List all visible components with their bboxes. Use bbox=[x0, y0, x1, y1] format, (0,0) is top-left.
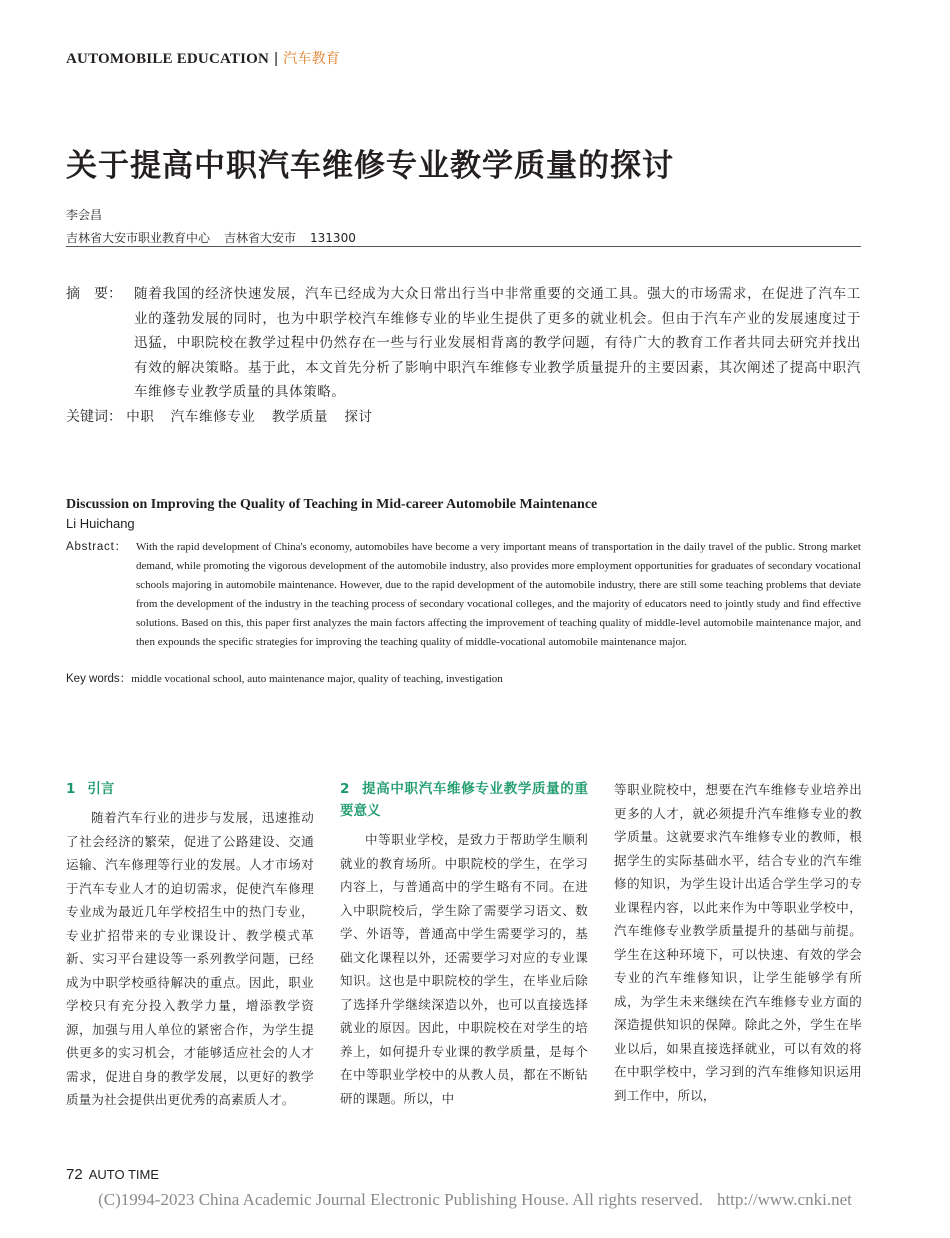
keywords-zh bbox=[66, 405, 385, 426]
abstract-zh-label: 摘 要： bbox=[66, 286, 122, 302]
copyright-notice bbox=[0, 1190, 950, 1210]
section-2-title: 提高中职汽车维修专业教学质量的重要意义 bbox=[340, 781, 588, 819]
keyword-zh: 教学质量 bbox=[271, 409, 329, 425]
copyright-url: http://www.cnki.net bbox=[716, 1190, 852, 1209]
keywords-en-label: Key words： bbox=[66, 673, 132, 685]
keyword-zh: 汽车维修专业 bbox=[170, 409, 256, 425]
article-title: 关于提高中职汽车维修专业教学质量的探讨 bbox=[66, 148, 674, 184]
header-divider bbox=[66, 246, 861, 247]
section-1-number: 1 bbox=[66, 781, 76, 797]
body-column-2 bbox=[340, 778, 588, 1110]
author-name-en: Li Huichang bbox=[66, 516, 135, 531]
body-column-3 bbox=[614, 778, 862, 1107]
section-1-paragraph: 随着汽车行业的进步与发展，迅速推动了社会经济的繁荣，促进了公路建设、交通运输、汽车修理等行业的发展。人才市场对于汽车专业人才的迫切需求，促使汽车修理专业成为最近几年学校招生中的热门专业，专业扩招带来的专业课设计、教学模式革新、实习平台建设等一系列教学问题，已经成为中职学校亟待解决的重点。因此，职业学校只有充分投入教学力量，增添教学资源，加强与用人单位的紧密合作，为学生提供更多的实习机会，才能够适应社会的人才需求，促进自身的教学发展，以更好的教学质量为社会提供出更优秀的高素质人才。 bbox=[66, 810, 314, 1107]
page-footer bbox=[66, 1166, 159, 1183]
article-title-en: Discussion on Improving the Quality of Teaching in Mid-career Automobile Maintenance bbox=[66, 497, 598, 512]
affiliation-postcode: 131300 bbox=[310, 231, 356, 245]
affiliation-place: 吉林省大安市 bbox=[224, 231, 297, 245]
keyword-zh: 探讨 bbox=[344, 409, 373, 425]
author-name: 李会昌 bbox=[66, 208, 103, 222]
header-section-en: AUTOMOBILE EDUCATION bbox=[66, 51, 270, 67]
abstract-en-label: Abstract： bbox=[66, 541, 127, 553]
keywords-en-text: middle vocational school, auto maintenance major, quality of teaching, investigation bbox=[131, 673, 503, 685]
copyright-text: (C)1994-2023 China Academic Journal Electronic Publishing House. All rights reserved. bbox=[98, 1190, 703, 1209]
section-1-title: 引言 bbox=[87, 781, 115, 797]
abstract-en bbox=[66, 538, 861, 652]
body-column-1 bbox=[66, 778, 314, 1112]
running-header bbox=[66, 48, 340, 68]
affiliation-org: 吉林省大安市职业教育中心 bbox=[66, 231, 211, 245]
section-1-heading bbox=[66, 778, 314, 800]
author-affiliation bbox=[66, 229, 370, 246]
keywords-zh-label: 关键词： bbox=[66, 409, 122, 425]
abstract-zh bbox=[66, 282, 861, 405]
magazine-name: AUTO TIME bbox=[88, 1167, 159, 1182]
section-2-paragraph-continued: 等职业院校中，想要在汽车维修专业培养出更多的人才，就必须提升汽车维修专业的教学质量。这就要求汽车维修专业的教师，根据学生的实际基础水平，结合专业的汽车维修的知识，为学生设计出适合学生学习的专业课程内容，以此来作为中等职业学校中，汽车维修专业教学质量提升的基础与前提。学生在这种环境下，可以快速、有效的学会专业的汽车维修知识，让学生能够学有所成，为学生未来继续在汽车维修专业方面的深造提供知识的保障。除此之外，学生在毕业以后，如果直接选择就业，可以有效的将在中职学校中，学习到的汽车维修知识运用到工作中，所以， bbox=[614, 782, 862, 1103]
header-separator: | bbox=[274, 50, 279, 67]
keywords-en bbox=[66, 670, 503, 686]
section-2-heading bbox=[340, 778, 588, 822]
section-2-number: 2 bbox=[340, 781, 350, 797]
header-section-cn: 汽车教育 bbox=[283, 51, 340, 67]
keyword-zh: 中职 bbox=[126, 409, 155, 425]
abstract-en-text: With the rapid development of China's economy, automobiles have become a very important means of transportation in the daily travel of the public. Strong market demand, while promoting the vigorous development of the automobile industry, also provides more employment opportunities for graduates of secondary vocational schools majoring in automobile maintenance. However, due to the rapid development of the automobile industry, there are still some teaching problems that deviate from the development of the industry in the teaching process of secondary vocational colleges, and the majority of educators need to jointly study and find effective solutions. Based on this, this paper first analyzes the main factors affecting the improvement of teaching quality of middle-level automobile maintenance major, and then expounds the specific strategies for improving the teaching quality of middle-vocational automobile maintenance major. bbox=[136, 541, 861, 648]
abstract-zh-text: 随着我国的经济快速发展，汽车已经成为大众日常出行当中非常重要的交通工具。强大的市场需求，在促进了汽车工业的蓬勃发展的同时，也为中职学校汽车维修专业的毕业生提供了更多的就业机会。但由于汽车产业的发展速度过于迅猛，中职院校在教学过程中仍然存在一些与行业发展相背离的教学问题，有待广大的教育工作者共同去研究并找出有效的解决策略。基于此，本文首先分析了影响中职汽车维修专业教学质量提升的主要因素，其次阐述了提高中职汽车维修专业教学质量的具体策略。 bbox=[134, 286, 861, 400]
section-2-paragraph: 中等职业学校，是致力于帮助学生顺利就业的教育场所。中职院校的学生，在学习内容上，与普通高中的学生略有不同。在进入中职院校后，学生除了需要学习语文、数学、外语等，普通高中学生需要学习的，基础文化课程以外，还需要学习对应的专业课知识。这也是中职院校的学生，在毕业后除了选择升学继续深造以外，也可以直接选择就业的原因。因此，中职院校在对学生的培养上，如何提升专业课的教学质量，是每个在中等职业学校中的从教人员，都在不断钻研的课题。所以，中 bbox=[340, 832, 588, 1106]
page-number: 72 bbox=[66, 1166, 83, 1183]
